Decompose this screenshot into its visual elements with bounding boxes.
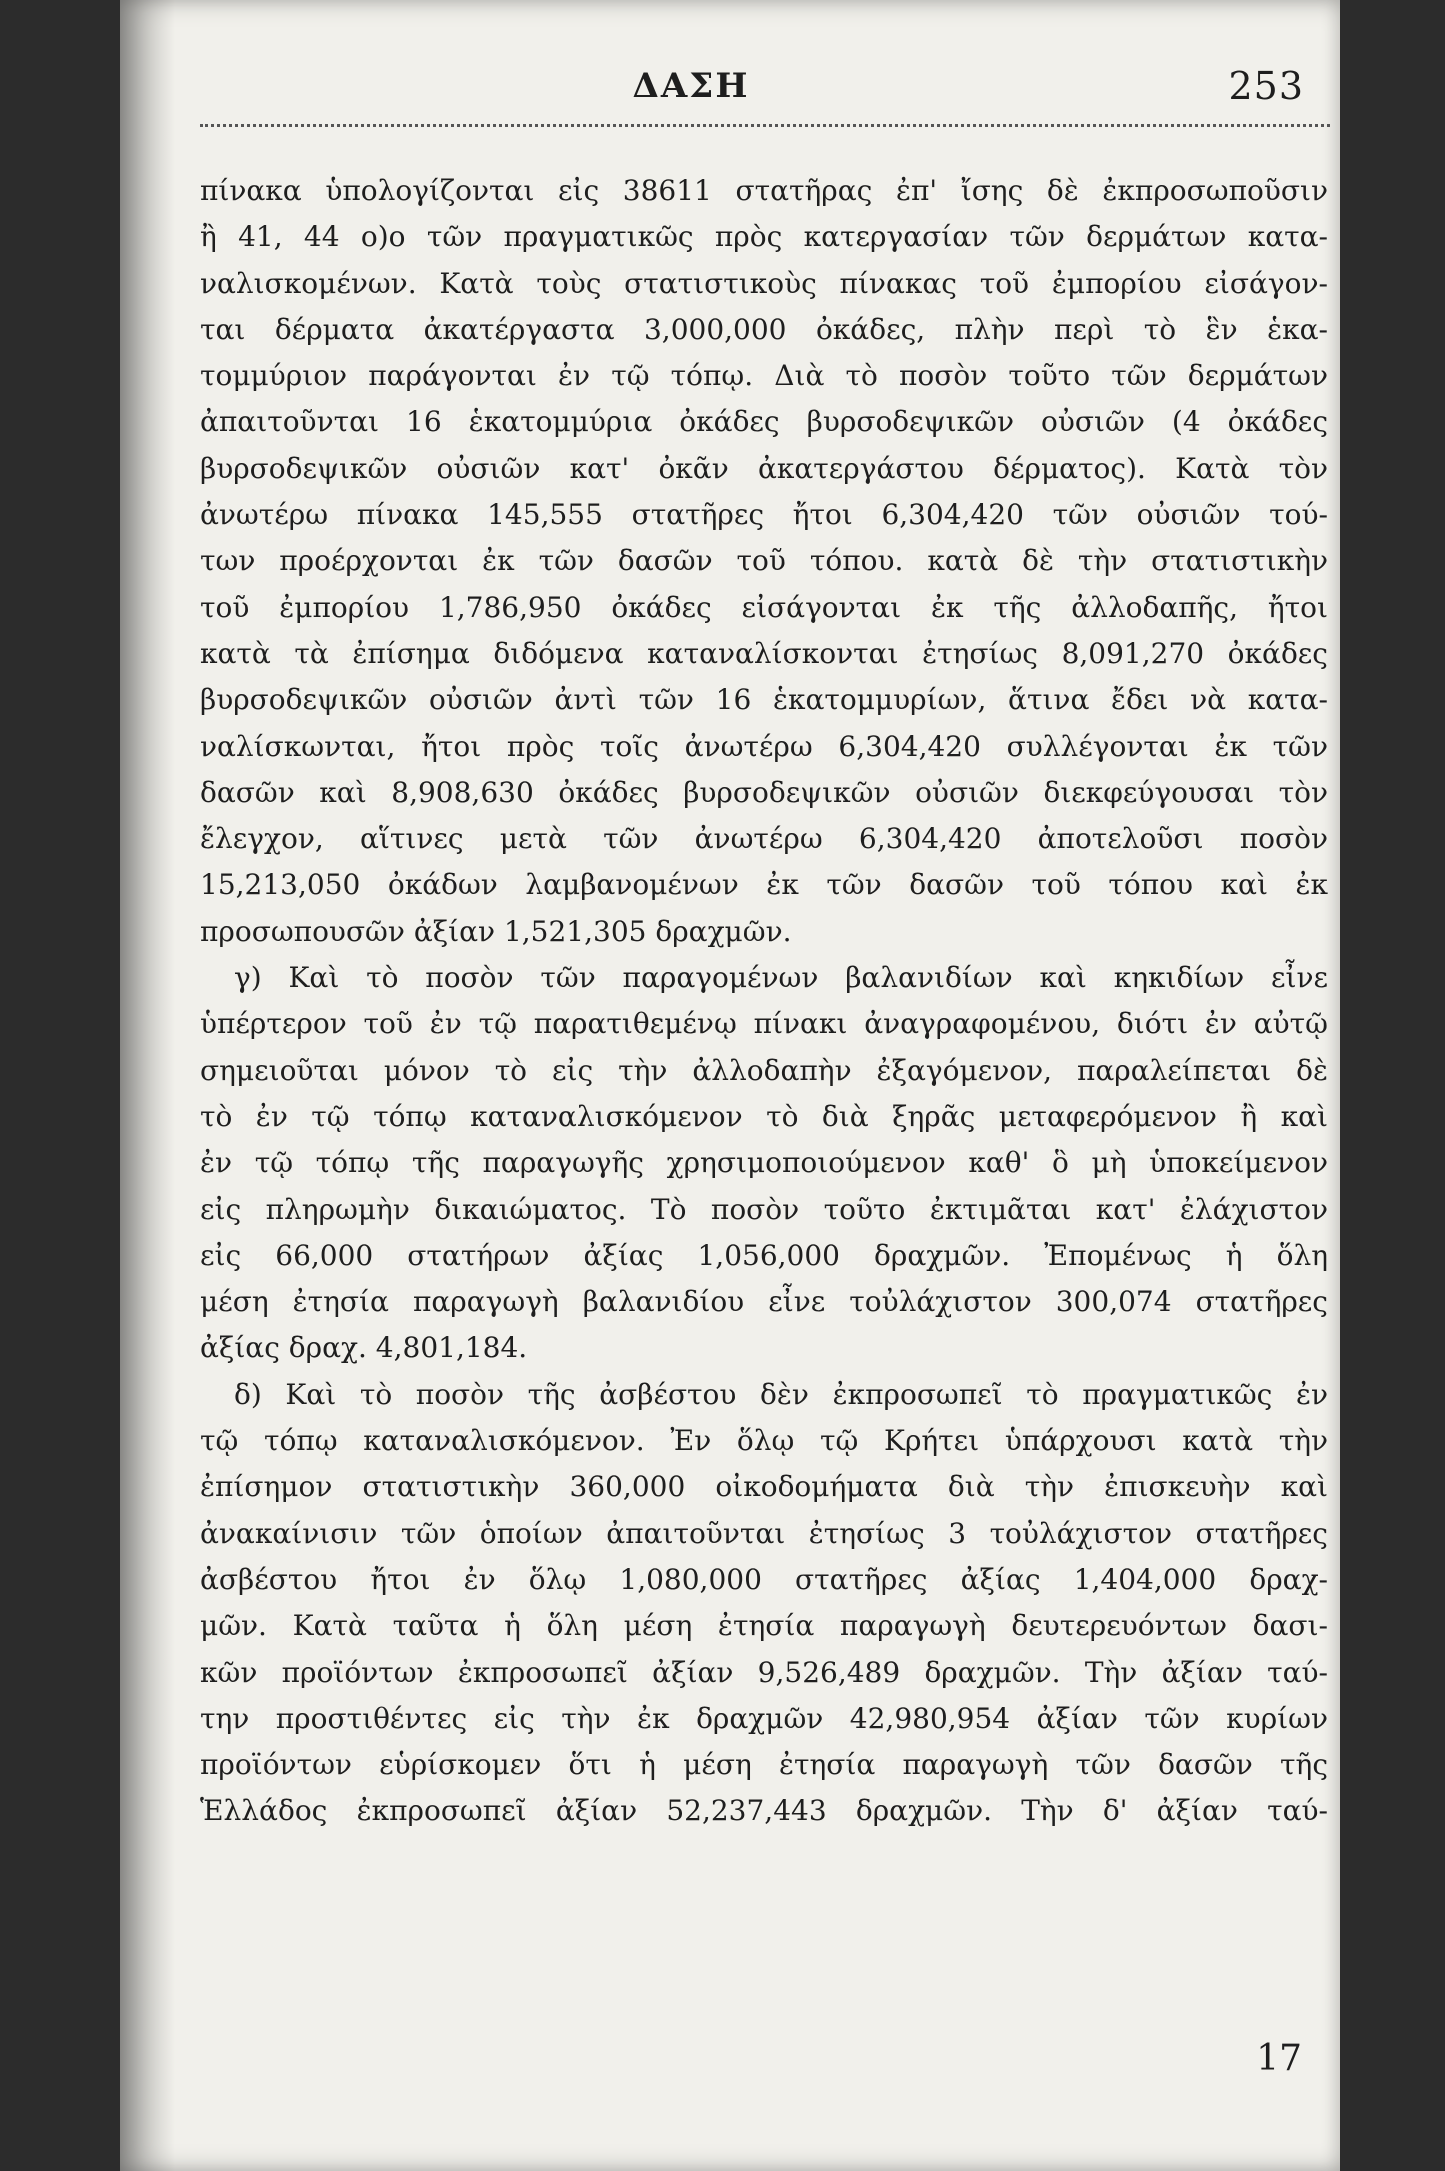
text-line: την προστιθέντες εἰς τὴν ἐκ δραχμῶν 42,980,954 ἀξίαν τῶν κυρίων <box>200 1701 1328 1735</box>
text-line: ἔλεγχον, αἵτινες μετὰ τῶν ἀνωτέρω 6,304,420 ἀποτελοῦσι ποσὸν <box>200 822 1328 856</box>
running-head: ΔΑΣΗ <box>632 66 750 106</box>
text-line: μῶν. Κατὰ ταῦτα ἡ ὅλη μέση ἐτησία παραγωγὴ δευτερευόντων δασι- <box>200 1609 1328 1643</box>
binding-shadow <box>120 0 175 2171</box>
text-line: ναλισκομένων. Κατὰ τοὺς στατιστικοὺς πίνακας τοῦ ἐμπορίου εἰσάγον- <box>200 266 1328 300</box>
text-line: τῷ τόπῳ καταναλισκόμενον. Ἐν ὅλῳ τῷ Κρήτει ὑπάρχουσι κατὰ τὴν <box>200 1424 1328 1458</box>
text-line: προϊόντων εὑρίσκομεν ὅτι ἡ μέση ἐτησία παραγωγὴ τῶν δασῶν τῆς <box>200 1748 1328 1782</box>
text-line: ἐν τῷ τόπῳ τῆς παραγωγῆς χρησιμοποιούμενον καθ' ὃ μὴ ὑποκείμενον <box>200 1146 1328 1180</box>
text-line: βυρσοδεψικῶν οὐσιῶν ἀντὶ τῶν 16 ἑκατομμυρίων, ἅτινα ἔδει νὰ κατα- <box>200 683 1328 717</box>
text-line: ἀπαιτοῦνται 16 ἑκατομμύρια ὀκάδες βυρσοδεψικῶν οὐσιῶν (4 ὀκάδες <box>200 405 1328 439</box>
text-line: ὑπέρτερον τοῦ ἐν τῷ παρατιθεμένῳ πίνακι ἀναγραφομένου, διότι ἐν αὐτῷ <box>200 1007 1328 1041</box>
text-line: 15,213,050 ὀκάδων λαμβανομένων ἐκ τῶν δασῶν τοῦ τόπου καὶ ἐκ <box>200 868 1328 902</box>
text-line: ἀνακαίνισιν τῶν ὁποίων ἀπαιτοῦνται ἐτησίως 3 τοὐλάχιστον στατῆρες <box>200 1516 1328 1550</box>
text-line: ἐπίσημον στατιστικὴν 360,000 οἰκοδομήματα διὰ τὴν ἐπισκευὴν καὶ <box>200 1470 1328 1504</box>
book-page <box>120 0 1340 2171</box>
text-line: τοῦ ἐμπορίου 1,786,950 ὀκάδες εἰσάγονται ἐκ τῆς ἀλλοδαπῆς, ἤτοι <box>200 590 1328 624</box>
body-text <box>200 168 1328 1835</box>
text-line: δ) Καὶ τὸ ποσὸν τῆς ἀσβέστου δὲν ἐκπροσωπεῖ τὸ πραγματικῶς ἐν <box>234 1377 1328 1411</box>
text-line: ἀνωτέρω πίνακα 145,555 στατῆρες ἤτοι 6,304,420 τῶν οὐσιῶν τού- <box>200 498 1328 532</box>
text-line: δασῶν καὶ 8,908,630 ὀκάδες βυρσοδεψικῶν οὐσιῶν διεκφεύγουσαι τὸν <box>200 775 1328 809</box>
text-line: ναλίσκωνται, ἤτοι πρὸς τοῖς ἀνωτέρω 6,304,420 συλλέγονται ἐκ τῶν <box>200 729 1328 763</box>
text-line: γ) Καὶ τὸ ποσὸν τῶν παραγομένων βαλανιδίων καὶ κηκιδίων εἶνε <box>234 961 1328 995</box>
signature-mark: 17 <box>1256 2038 1302 2079</box>
text-line: σημειοῦται μόνον τὸ εἰς τὴν ἀλλοδαπὴν ἐξαγόμενον, παραλείπεται δὲ <box>200 1053 1328 1087</box>
text-line: των προέρχονται ἐκ τῶν δασῶν τοῦ τόπου. κατὰ δὲ τὴν στατιστικὴν <box>200 544 1328 578</box>
text-line: Ἑλλάδος ἐκπροσωπεῖ ἀξίαν 52,237,443 δραχμῶν. Τὴν δ' ἀξίαν ταύ- <box>200 1794 1328 1828</box>
page-number: 253 <box>1228 64 1304 108</box>
text-line: τὸ ἐν τῷ τόπῳ καταναλισκόμενον τὸ διὰ ξηρᾶς μεταφερόμενον ἢ καὶ <box>200 1099 1328 1133</box>
text-line: ἢ 41, 44 ο)ο τῶν πραγματικῶς πρὸς κατεργασίαν τῶν δερμάτων κατα- <box>200 220 1328 254</box>
text-line: πίνακα ὑπολογίζονται εἰς 38611 στατῆρας ἐπ' ἴσης δὲ ἐκπροσωποῦσιν <box>200 174 1328 207</box>
page-header <box>200 62 1322 122</box>
header-rule <box>200 124 1330 127</box>
text-line: ἀσβέστου ἤτοι ἐν ὅλῳ 1,080,000 στατῆρες ἀξίας 1,404,000 δραχ- <box>200 1562 1328 1596</box>
text-line: μέση ἐτησία παραγωγὴ βαλανιδίου εἶνε τοὐλάχιστον 300,074 στατῆρες <box>200 1285 1328 1319</box>
text-line: ται δέρματα ἀκατέργαστα 3,000,000 ὀκάδες, πλὴν περὶ τὸ ἓν ἑκα- <box>200 312 1328 346</box>
text-line: βυρσοδεψικῶν οὐσιῶν κατ' ὀκᾶν ἀκατεργάστου δέρματος). Κατὰ τὸν <box>200 451 1328 485</box>
text-line: κατὰ τὰ ἐπίσημα διδόμενα καταναλίσκονται ἐτησίως 8,091,270 ὀκάδες <box>200 636 1328 670</box>
text-line: εἰς πληρωμὴν δικαιώματος. Τὸ ποσὸν τοῦτο ἐκτιμᾶται κατ' ἐλάχιστον <box>200 1192 1328 1226</box>
text-line: εἰς 66,000 στατήρων ἀξίας 1,056,000 δραχμῶν. Ἐπομένως ἡ ὅλη <box>200 1238 1328 1272</box>
text-line: ἀξίας δραχ. 4,801,184. <box>200 1331 528 1365</box>
text-line: κῶν προϊόντων ἐκπροσωπεῖ ἀξίαν 9,526,489 δραχμῶν. Τὴν ἀξίαν ταύ- <box>200 1655 1328 1689</box>
text-line: προσωπουσῶν ἀξίαν 1,521,305 δραχμῶν. <box>200 914 792 948</box>
text-line: τομμύριον παράγονται ἐν τῷ τόπῳ. Διὰ τὸ ποσὸν τοῦτο τῶν δερμάτων <box>200 359 1328 393</box>
